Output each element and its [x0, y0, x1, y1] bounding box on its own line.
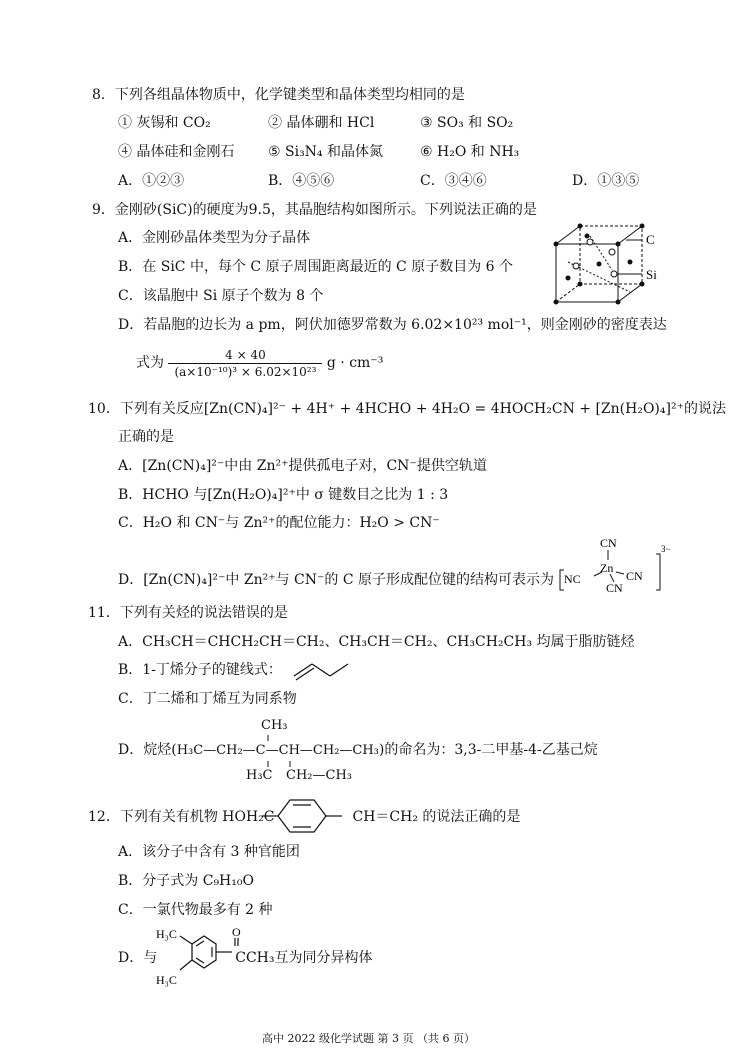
q8-item-6: ⑥ H₂O 和 NH₃	[420, 144, 520, 160]
alkane-main-chain: H₃C—CH₂—C—CH—CH₂—CH₃	[176, 743, 379, 758]
q9-d-prefix: 式为	[136, 355, 164, 371]
q8-item-2: ② 晶体硼和 HCl	[268, 115, 375, 131]
q8-item-3: ③ SO₃ 和 SO₂	[420, 115, 514, 131]
density-unit: g · cm⁻³	[326, 355, 384, 371]
q12-d-suffix: CCH₃互为同分异构体	[235, 950, 373, 966]
page-footer: 高中 2022 级化学试题 第 3 页 （共 6 页）	[262, 1032, 475, 1045]
density-fraction	[168, 347, 322, 380]
q11-d-suffix: )的命名为：3,3-二甲基-4-乙基己烷	[378, 742, 598, 758]
q8-option-b: B．④⑤⑥	[268, 173, 335, 189]
q12-option-c: C．一氯代物最多有 2 种	[118, 902, 273, 918]
label-si: Si	[646, 267, 657, 282]
methyl-top-label: H₃C	[156, 927, 177, 941]
q12-option-b: B．分子式为 C₉H₁₀O	[118, 873, 254, 889]
q9-option-d-line1: D．若晶胞的边长为 a pm，阿伏加德罗常数为 6.02×10²³ mol⁻¹，则金刚砂的密度表达	[118, 317, 667, 333]
q8-item-1: ① 灰锡和 CO₂	[118, 115, 211, 131]
q10-option-b: B．HCHO 与[Zn(H₂O)₄]²⁺中 σ 键数目之比为 1 : 3	[118, 487, 449, 503]
dimethyl-acetophenone-structure	[154, 926, 244, 990]
q12-d-prefix: D．与	[118, 950, 158, 966]
q9-option-a: A．金刚砂晶体类型为分子晶体	[118, 230, 311, 246]
zn-ligand-left: NC	[564, 572, 581, 586]
q8-stem: 8．下列各组晶体物质中，化学键类型和晶体类型均相同的是	[92, 87, 465, 103]
q11-option-c: C．丁二烯和丁烯互为同系物	[118, 691, 297, 707]
sic-unit-cell-figure	[550, 222, 680, 308]
q9-stem: 9．金刚砂(SiC)的硬度为9.5，其晶胞结构如图所示。下列说法正确的是	[92, 202, 537, 218]
alkane-branch-bonds	[250, 733, 310, 771]
q10-option-a: A．[Zn(CN)₄]²⁻中由 Zn²⁺提供孤电子对，CN⁻提供空轨道	[118, 458, 487, 474]
q8-option-a: A．①②③	[118, 173, 185, 189]
carbonyl-oxygen-label: O	[232, 926, 241, 939]
q9-option-d-line2	[136, 346, 383, 380]
q9-option-b: B．在 SiC 中，每个 C 原子周围距离最近的 C 原子数目为 6 个	[118, 259, 513, 275]
q11-d-prefix: D．烷烃(	[118, 742, 177, 758]
butene-skeletal-formula	[292, 660, 352, 682]
fraction-denominator: (a×10⁻¹⁰)³ × 6.02×10²³	[174, 364, 317, 379]
q8-item-4: ④ 晶体硅和金刚石	[118, 144, 235, 160]
q11-stem: 11．下列有关烃的说法错误的是	[88, 605, 288, 621]
zn-ligand-top: CN	[600, 536, 617, 550]
alkane-top-methyl: CH₃	[261, 718, 288, 733]
q9-option-c: C．该晶胞中 Si 原子个数为 8 个	[118, 288, 324, 304]
q11-option-d	[118, 741, 598, 760]
q11-option-b: B．1-丁烯分子的键线式：	[118, 662, 282, 678]
alkane-bottom-methyl: H₃C	[246, 768, 273, 783]
zn-ligand-right: CN	[626, 569, 643, 583]
benzene-ring-q12	[262, 796, 348, 836]
alkane-bottom-ethyl: CH₂—CH₃	[286, 768, 352, 783]
q10-option-d: D．[Zn(CN)₄]²⁻中 Zn²⁺与 CN⁻的 C 原子形成配位键的结构可表示为	[118, 572, 555, 588]
q8-item-5: ⑤ Si₃N₄ 和晶体氮	[268, 144, 383, 160]
q12-stem-b: CH＝CH₂ 的说法正确的是	[352, 809, 521, 825]
methyl-bottom-label: H₃C	[156, 973, 177, 987]
zn-complex-structure	[558, 534, 672, 594]
label-c: C	[646, 232, 655, 247]
q8-option-c: C．③④⑥	[420, 173, 487, 189]
zn-complex-charge: 3−	[661, 544, 671, 554]
fraction-numerator: 4 × 40	[168, 347, 322, 364]
q10-stem-line2: 正确的是	[118, 429, 174, 445]
q11-option-a: A．CH₃CH＝CHCH₂CH＝CH₂、CH₃CH＝CH₂、CH₃CH₂CH₃ 均属于脂肪链烃	[118, 634, 635, 650]
q10-stem-line1: 10．下列有关反应[Zn(CN)₄]²⁻ + 4H⁺ + 4HCHO + 4H₂O = 4HOCH₂CN + [Zn(H₂O)₄]²⁺的说法	[88, 401, 726, 417]
q12-option-a: A．该分子中含有 3 种官能团	[118, 844, 300, 860]
q12-stem-a: 12．下列有关有机物 HOH₂C	[88, 809, 275, 825]
zn-ligand-bottom: CN	[606, 581, 623, 594]
q10-option-c: C．H₂O 和 CN⁻与 Zn²⁺的配位能力：H₂O > CN⁻	[118, 515, 440, 531]
q8-option-d: D．①③⑤	[572, 173, 640, 189]
zn-center: Zn	[600, 561, 614, 575]
